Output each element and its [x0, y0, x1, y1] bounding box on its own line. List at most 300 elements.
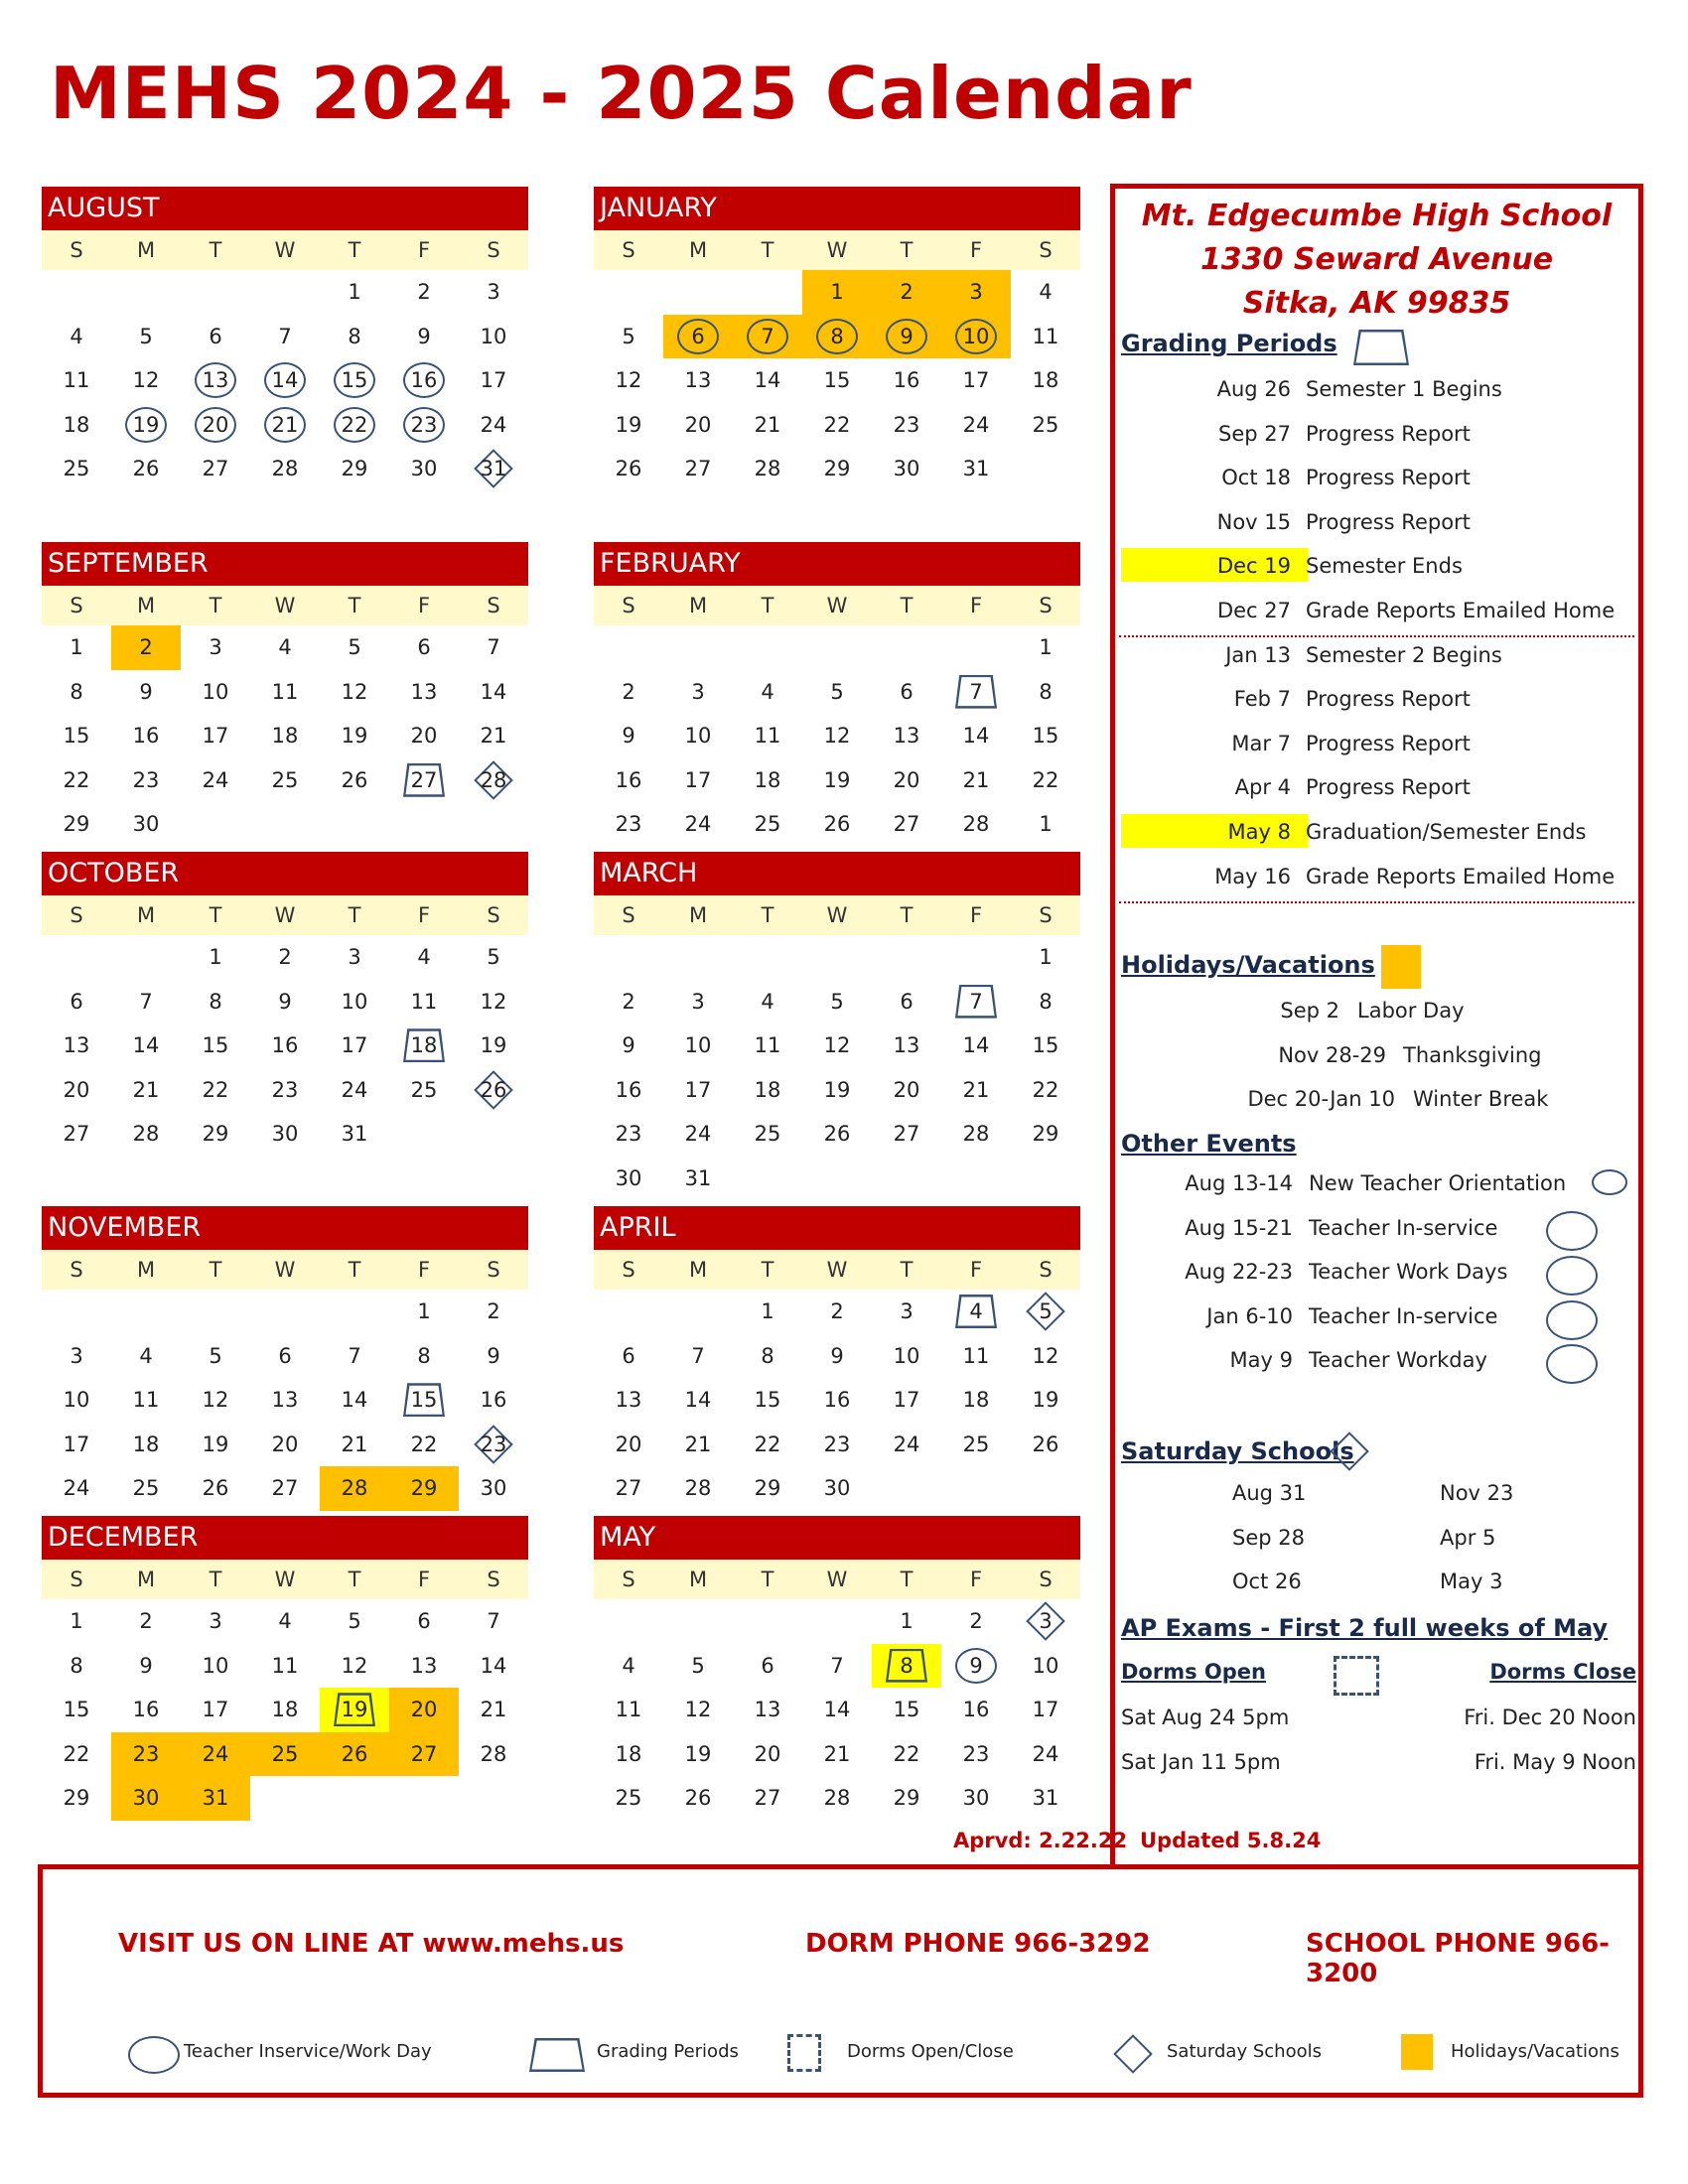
week-row	[594, 625, 1080, 670]
day-cell: 16	[132, 724, 160, 749]
weekday-label: M	[136, 1568, 156, 1591]
day-cell: 12	[480, 989, 507, 1014]
month-title: OCTOBER	[42, 852, 528, 895]
weekday-label: F	[969, 1568, 983, 1591]
day-cell: 18	[1032, 368, 1059, 393]
week-row	[42, 1290, 528, 1334]
week-row	[594, 1378, 1080, 1423]
day-cell: 21	[480, 1698, 507, 1722]
day-cell: 22	[1032, 1077, 1059, 1102]
day-cell: 4	[278, 635, 292, 659]
day-cell: 28	[962, 1122, 990, 1147]
day-cell: 14	[480, 1653, 507, 1678]
day-cell: 5	[348, 1609, 361, 1633]
day-cell: 8	[761, 1343, 774, 1368]
day-cell: 15	[1032, 724, 1059, 749]
week-row	[42, 1068, 528, 1113]
approved-stamp: Aprvd: 2.22.22	[953, 1829, 1128, 1852]
holiday-swatch-icon	[1381, 945, 1421, 989]
day-cell: 27	[615, 1476, 642, 1501]
day-cell: 16	[823, 1388, 851, 1413]
saturday-date: Nov 23	[1440, 1481, 1514, 1505]
day-cell: 21	[684, 1432, 712, 1456]
day-cell: 3	[70, 1343, 83, 1368]
month-title: DECEMBER	[42, 1516, 528, 1560]
day-cell: 10	[893, 1343, 920, 1368]
day-cell: 16	[132, 1698, 160, 1722]
month-january	[594, 187, 1080, 491]
weekday-label: T	[348, 594, 361, 617]
day-cell	[663, 625, 733, 670]
week-row	[42, 1423, 528, 1467]
weekday-label: F	[969, 594, 983, 617]
day-cell: 15	[823, 368, 851, 393]
day-cell: 21	[962, 767, 990, 792]
day-cell: 1	[70, 635, 83, 659]
day-cell: 7	[487, 635, 500, 659]
day-cell	[872, 625, 941, 670]
day-cell: 12	[202, 1388, 229, 1413]
day-cell: 2	[111, 625, 181, 670]
day-cell	[733, 270, 802, 315]
month-september	[42, 542, 528, 847]
dorms-legend-icon	[787, 2034, 821, 2072]
day-cell: 18	[389, 1024, 459, 1068]
day-cell: 9	[139, 1653, 153, 1678]
day-cell	[250, 802, 320, 847]
school-name: Mt. Edgecumbe High School	[1141, 199, 1613, 233]
day-cell: 20	[684, 412, 712, 437]
week-row	[42, 758, 528, 803]
day-cell: 8	[348, 324, 361, 348]
holiday-legend-icon	[1401, 2034, 1433, 2070]
weekday-label: M	[688, 903, 708, 927]
day-cell	[459, 802, 528, 847]
day-cell: 14	[132, 1033, 160, 1058]
day-cell: 25	[962, 1432, 990, 1456]
weekday-label: M	[136, 238, 156, 262]
weekday-label: S	[1039, 1258, 1053, 1282]
day-cell: 17	[341, 1033, 368, 1058]
day-cell: 19	[320, 1688, 389, 1732]
grading-legend-icon	[529, 2038, 585, 2072]
week-row	[42, 1776, 528, 1821]
updated-stamp: Updated 5.8.24	[1140, 1829, 1322, 1852]
day-cell	[42, 270, 111, 315]
day-cell: 3	[209, 635, 222, 659]
day-cell: 7	[278, 324, 292, 348]
weekday-label: S	[487, 594, 500, 617]
week-row	[594, 714, 1080, 758]
weekday-label: M	[688, 594, 708, 617]
day-cell	[1011, 447, 1080, 491]
weekday-label: T	[348, 903, 361, 927]
grading-item-text: Grade Reports Emailed Home	[1306, 599, 1616, 622]
day-cell: 8	[70, 1653, 83, 1678]
weekday-label: T	[209, 1258, 222, 1282]
workday-circle-icon	[1546, 1344, 1598, 1384]
day-cell	[802, 1157, 872, 1201]
ap-exams-note: AP Exams - First 2 full weeks of May	[1121, 1614, 1609, 1642]
day-cell: 31	[962, 457, 990, 481]
school-address-city: Sitka, AK 99835	[1242, 286, 1511, 321]
day-cell: 24	[684, 1122, 712, 1147]
day-cell: 19	[615, 412, 642, 437]
day-cell: 9	[622, 724, 635, 749]
week-row	[594, 1776, 1080, 1821]
week-row	[594, 1112, 1080, 1157]
day-cell: 6	[622, 1343, 635, 1368]
weekday-label: M	[688, 1568, 708, 1591]
day-cell: 24	[480, 412, 507, 437]
week-row	[42, 1644, 528, 1689]
day-cell: 1	[417, 1299, 431, 1323]
day-cell: 9	[139, 679, 153, 704]
weekday-label: T	[761, 903, 774, 927]
day-cell	[181, 1290, 250, 1334]
weekday-header	[42, 895, 528, 935]
dorm-close-date: Fri. Dec 20 Noon	[1464, 1706, 1636, 1729]
day-cell	[389, 1776, 459, 1821]
weekday-label: S	[487, 1568, 500, 1591]
grading-item-date: Mar 7	[1231, 731, 1291, 755]
day-cell: 9	[622, 1033, 635, 1058]
event-item-date: Aug 22-23	[1185, 1260, 1293, 1285]
grading-item-text: Semester Ends	[1306, 554, 1463, 579]
day-cell: 17	[962, 368, 990, 393]
day-cell: 16	[389, 358, 459, 403]
day-cell: 1	[900, 1609, 914, 1633]
weekday-header	[594, 1560, 1080, 1599]
day-cell: 4	[278, 1609, 292, 1633]
day-cell: 16	[893, 368, 920, 393]
day-cell: 31	[181, 1776, 250, 1821]
week-row	[42, 1378, 528, 1423]
day-cell: 4	[139, 1343, 153, 1368]
day-cell	[802, 935, 872, 980]
day-cell: 19	[341, 724, 368, 749]
day-cell: 16	[615, 1077, 642, 1102]
week-row	[594, 1157, 1080, 1201]
day-cell: 25	[271, 767, 299, 792]
day-cell: 1	[1039, 635, 1053, 659]
day-cell: 18	[132, 1432, 160, 1456]
dorms-open-close-icon	[1334, 1656, 1379, 1696]
website-link[interactable]: VISIT US ON LINE AT www.mehs.us	[118, 1929, 625, 1959]
weekday-label: F	[417, 903, 431, 927]
school-address-street: 1330 Seward Avenue	[1199, 242, 1554, 277]
day-cell: 4	[622, 1653, 635, 1678]
footer	[38, 1864, 1643, 2098]
weekday-label: T	[209, 1568, 222, 1591]
day-cell: 15	[320, 358, 389, 403]
weekday-label: S	[487, 903, 500, 927]
grading-item-text: Semester 1 Begins	[1306, 377, 1502, 401]
day-cell: 12	[615, 368, 642, 393]
day-cell: 13	[410, 679, 438, 704]
day-cell: 14	[962, 1033, 990, 1058]
day-cell: 14	[480, 679, 507, 704]
day-cell: 21	[250, 403, 320, 448]
week-row	[42, 1599, 528, 1644]
event-item-text: Teacher In-service	[1309, 1303, 1498, 1328]
day-cell: 26	[615, 457, 642, 481]
day-cell: 11	[132, 1388, 160, 1413]
event-item-date: May 9	[1229, 1348, 1293, 1373]
week-row	[42, 625, 528, 670]
day-cell: 17	[202, 724, 229, 749]
weekday-label: W	[274, 903, 296, 927]
saturday-schools-title: Saturday Schools	[1121, 1437, 1354, 1465]
day-cell: 3	[348, 945, 361, 969]
day-cell: 5	[622, 324, 635, 348]
grading-item-date: Oct 18	[1221, 466, 1291, 490]
day-cell: 30	[615, 1165, 642, 1190]
grading-item-text: Grade Reports Emailed Home	[1306, 864, 1616, 888]
month-august	[42, 187, 528, 491]
day-cell: 30	[132, 812, 160, 837]
day-cell: 28	[480, 1741, 507, 1766]
weekday-label: S	[70, 238, 83, 262]
day-cell: 13	[63, 1033, 90, 1058]
day-cell	[250, 1776, 320, 1821]
day-cell: 9	[278, 989, 292, 1014]
week-row	[42, 1024, 528, 1068]
event-item-date: Jan 6-10	[1206, 1303, 1293, 1328]
day-cell: 27	[271, 1476, 299, 1501]
weekday-label: S	[70, 1568, 83, 1591]
saturday-legend-icon	[1113, 2034, 1153, 2074]
day-cell: 30	[893, 457, 920, 481]
weekday-label: T	[209, 903, 222, 927]
day-cell: 1	[209, 945, 222, 969]
day-cell: 4	[761, 989, 774, 1014]
weekday-label: T	[900, 1568, 914, 1591]
day-cell: 11	[271, 1653, 299, 1678]
week-row	[42, 1732, 528, 1777]
holiday-item-text: Labor Day	[1357, 999, 1465, 1023]
day-cell	[594, 935, 663, 980]
weekday-label: T	[761, 594, 774, 617]
day-cell: 11	[615, 1698, 642, 1722]
day-cell: 23	[459, 1423, 528, 1467]
day-cell: 5	[487, 945, 500, 969]
day-cell: 9	[417, 324, 431, 348]
grading-item-date: May 16	[1214, 864, 1291, 888]
day-cell: 23	[389, 403, 459, 448]
day-cell	[733, 1599, 802, 1644]
day-cell: 30	[480, 1476, 507, 1501]
day-cell: 14	[250, 358, 320, 403]
day-cell: 17	[63, 1432, 90, 1456]
day-cell: 11	[271, 679, 299, 704]
day-cell: 18	[63, 412, 90, 437]
day-cell: 11	[410, 989, 438, 1014]
day-cell: 23	[823, 1432, 851, 1456]
weekday-label: M	[688, 238, 708, 262]
day-cell: 22	[63, 767, 90, 792]
grading-item-text: Progress Report	[1306, 421, 1471, 446]
day-cell	[872, 1157, 941, 1201]
day-cell: 23	[962, 1741, 990, 1766]
weekday-label: M	[688, 1258, 708, 1282]
day-cell: 22	[63, 1741, 90, 1766]
orientation-circle-icon	[1592, 1169, 1627, 1195]
saturday-date: Sep 28	[1232, 1525, 1305, 1550]
weekday-label: S	[1039, 903, 1053, 927]
day-cell: 10	[684, 1033, 712, 1058]
grading-item-date: May 8	[1227, 820, 1291, 844]
day-cell: 27	[202, 457, 229, 481]
day-cell: 30	[111, 1776, 181, 1821]
day-cell	[872, 935, 941, 980]
day-cell: 19	[684, 1741, 712, 1766]
grading-item-date: Jan 13	[1225, 642, 1291, 667]
month-december	[42, 1516, 528, 1821]
day-cell: 7	[487, 1609, 500, 1633]
day-cell: 27	[63, 1122, 90, 1147]
legend-saturday-label: Saturday Schools	[1167, 2041, 1322, 2062]
day-cell: 9	[830, 1343, 844, 1368]
day-cell: 30	[962, 1786, 990, 1811]
day-cell: 6	[278, 1343, 292, 1368]
weekday-label: W	[274, 1568, 296, 1591]
weekday-label: W	[826, 903, 848, 927]
day-cell: 29	[823, 457, 851, 481]
week-row	[42, 980, 528, 1024]
day-cell: 8	[872, 1644, 941, 1689]
day-cell: 26	[1032, 1432, 1059, 1456]
day-cell: 21	[132, 1077, 160, 1102]
day-cell: 1	[802, 270, 872, 315]
day-cell: 25	[250, 1732, 320, 1777]
day-cell: 24	[962, 412, 990, 437]
day-cell: 12	[1032, 1343, 1059, 1368]
day-cell: 8	[70, 679, 83, 704]
weekday-label: T	[900, 238, 914, 262]
week-row	[594, 1334, 1080, 1379]
month-title: MARCH	[594, 852, 1080, 895]
weekday-label: T	[761, 238, 774, 262]
weekday-label: F	[417, 238, 431, 262]
day-cell: 11	[754, 724, 781, 749]
day-cell	[802, 1599, 872, 1644]
week-row	[42, 1112, 528, 1157]
day-cell: 26	[823, 1122, 851, 1147]
day-cell: 6	[900, 989, 914, 1014]
day-cell: 15	[63, 1698, 90, 1722]
week-row	[594, 1290, 1080, 1334]
day-cell: 2	[278, 945, 292, 969]
weekday-label: S	[70, 903, 83, 927]
inservice-circle-icon	[1546, 1211, 1598, 1251]
day-cell: 3	[691, 989, 705, 1014]
day-cell: 24	[202, 767, 229, 792]
legend-dorms-label: Dorms Open/Close	[847, 2041, 1014, 2062]
weekday-label: W	[274, 1258, 296, 1282]
day-cell: 9	[872, 315, 941, 359]
day-cell: 12	[823, 724, 851, 749]
day-cell: 15	[389, 1378, 459, 1423]
weekday-label: S	[622, 594, 635, 617]
day-cell: 26	[823, 812, 851, 837]
weekday-label: W	[826, 594, 848, 617]
day-cell: 10	[202, 679, 229, 704]
day-cell: 3	[1011, 1599, 1080, 1644]
week-row	[42, 714, 528, 758]
day-cell	[802, 625, 872, 670]
day-cell: 17	[684, 767, 712, 792]
day-cell: 19	[823, 1077, 851, 1102]
day-cell: 12	[341, 1653, 368, 1678]
dorm-phone: DORM PHONE 966-3292	[805, 1929, 1151, 1959]
day-cell: 9	[941, 1644, 1011, 1689]
event-item-date: Aug 13-14	[1185, 1171, 1293, 1195]
grading-item-text: Progress Report	[1306, 731, 1471, 755]
day-cell	[941, 1466, 1011, 1511]
week-row	[42, 1688, 528, 1732]
day-cell: 25	[754, 812, 781, 837]
weekday-header	[594, 1250, 1080, 1290]
grading-period-icon	[1353, 330, 1409, 365]
day-cell: 5	[830, 989, 844, 1014]
week-row	[594, 1423, 1080, 1467]
day-cell: 7	[733, 315, 802, 359]
day-cell: 14	[962, 724, 990, 749]
day-cell	[663, 935, 733, 980]
weekday-label: T	[348, 238, 361, 262]
day-cell: 13	[615, 1388, 642, 1413]
day-cell	[111, 935, 181, 980]
day-cell: 12	[823, 1033, 851, 1058]
month-april	[594, 1206, 1080, 1511]
grading-item-text: Progress Report	[1306, 509, 1471, 534]
legend-teacher-label: Teacher Inservice/Work Day	[184, 2041, 432, 2062]
day-cell: 1	[1039, 812, 1053, 837]
day-cell: 26	[459, 1068, 528, 1113]
day-cell: 12	[684, 1698, 712, 1722]
week-row	[42, 358, 528, 403]
day-cell: 5	[209, 1343, 222, 1368]
day-cell	[111, 270, 181, 315]
day-cell: 18	[271, 724, 299, 749]
day-cell: 22	[202, 1077, 229, 1102]
day-cell: 3	[691, 679, 705, 704]
week-row	[594, 1599, 1080, 1644]
divider	[1119, 635, 1634, 637]
day-cell: 11	[754, 1033, 781, 1058]
day-cell: 12	[341, 679, 368, 704]
day-cell: 29	[389, 1466, 459, 1511]
day-cell	[111, 1290, 181, 1334]
day-cell: 27	[754, 1786, 781, 1811]
day-cell	[320, 1776, 389, 1821]
week-row	[42, 802, 528, 847]
day-cell: 13	[754, 1698, 781, 1722]
day-cell: 5	[348, 635, 361, 659]
day-cell: 15	[893, 1698, 920, 1722]
week-row	[594, 447, 1080, 491]
day-cell: 29	[341, 457, 368, 481]
day-cell: 28	[132, 1122, 160, 1147]
month-title: NOVEMBER	[42, 1206, 528, 1250]
day-cell: 24	[1032, 1741, 1059, 1766]
day-cell: 8	[417, 1343, 431, 1368]
weekday-header	[594, 586, 1080, 625]
day-cell	[594, 625, 663, 670]
weekday-label: T	[761, 1568, 774, 1591]
day-cell: 20	[893, 1077, 920, 1102]
